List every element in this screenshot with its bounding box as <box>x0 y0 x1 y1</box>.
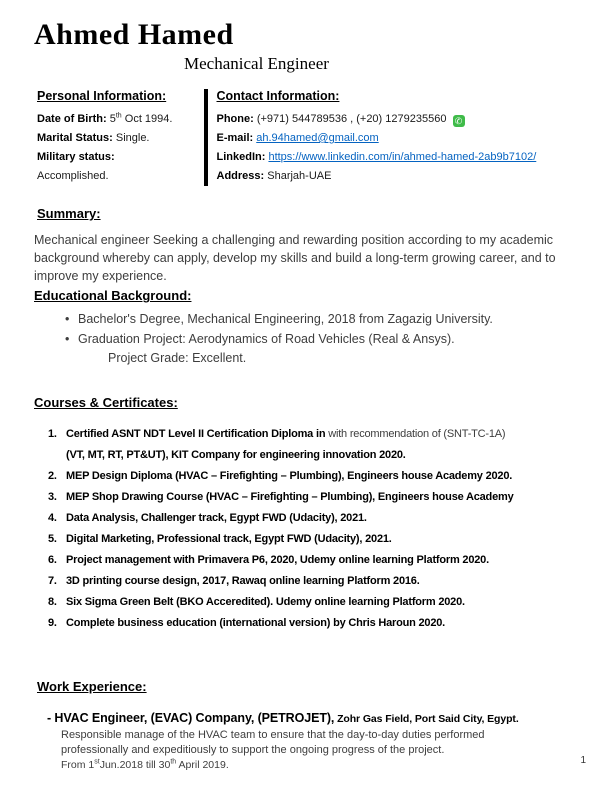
education-list <box>64 310 588 368</box>
item-text: Digital Marketing, Professional track, Egypt FWD (Udacity), 2021. <box>66 532 392 545</box>
item-text: Complete business education (international version) by Chris Haroun 2020. <box>66 616 446 629</box>
dob-value: 5th Oct 1994. <box>109 112 173 125</box>
item-text: 3D printing course design, 2017, Rawaq online learning Platform 2016. <box>66 574 420 587</box>
contact-info-heading: Contact Information: <box>216 89 340 103</box>
address-label: Address: <box>216 170 265 182</box>
job-location: Zohr Gas Field, Port Said City, Egypt. <box>334 712 519 725</box>
list-item <box>48 424 588 444</box>
list-item: • Graduation Project: Aerodynamics of Road Vehicles (Real & Ansys). <box>64 330 588 349</box>
item-number: 5. <box>48 532 57 545</box>
item-text: MEP Shop Drawing Course (HVAC – Firefighting – Plumbing), Engineers house Academy <box>66 490 514 503</box>
military-status-value: Accomplished. <box>37 170 109 182</box>
page-number: 1 <box>580 755 586 766</box>
list-item <box>48 529 588 549</box>
address-value: Sharjah-UAE <box>267 170 332 182</box>
contact-info-column <box>208 89 589 186</box>
item-number: 6. <box>48 553 57 566</box>
dob-line <box>37 110 202 129</box>
item-number: 4. <box>48 511 57 524</box>
item-text: MEP Design Diploma (HVAC – Firefighting – Plumbing), Engineers house Academy 2020. <box>66 469 513 482</box>
item-continuation: (VT, MT, RT, PT&UT), KIT Company for engineering innovation 2020. <box>66 448 406 461</box>
job-description: Responsible manage of the HVAC team to ensure that the day-to-day duties performed professionally and expeditiously to support the ongoing progress of the project. <box>61 728 485 756</box>
phone-label: Phone: <box>216 113 254 125</box>
item-text: Certified ASNT NDT Level II Certification Diploma in with recommendation of (SNT-TC-1A) <box>66 427 506 440</box>
phone-value: (+971) 544789536 , (+20) 1279235560 <box>256 113 447 125</box>
item-text: Project management with Primavera P6, 2020, Udemy online learning Platform 2020. <box>66 553 489 566</box>
list-item <box>48 592 588 612</box>
address-line <box>217 167 589 186</box>
list-item <box>48 487 588 507</box>
list-item <box>48 571 588 591</box>
military-status-label: Military status: <box>37 151 115 163</box>
personal-info-heading: Personal Information: <box>37 89 167 103</box>
email-line <box>217 129 589 148</box>
military-status-line <box>37 148 202 167</box>
item-number: 7. <box>48 574 57 587</box>
linkedin-line <box>217 148 589 167</box>
dob-label: Date of Birth: <box>37 113 107 125</box>
item-text: Six Sigma Green Belt (BKO Acceredited). Udemy online learning Platform 2020. <box>66 595 465 608</box>
courses-heading: Courses & Certificates: <box>34 394 178 410</box>
item-number: 1. <box>48 427 57 440</box>
page-title: Ahmed Hamed <box>34 18 234 51</box>
email-link[interactable]: ah.94hamed@gmail.com <box>256 132 379 144</box>
marital-status-value: Single. <box>115 132 150 144</box>
marital-status-line <box>37 129 202 148</box>
job-title: - HVAC Engineer, (EVAC) Company, (PETROJET), Zohr Gas Field, Port Said City, Egypt. <box>47 710 519 725</box>
linkedin-link[interactable]: https://www.linkedin.com/in/ahmed-hamed-2ab9b7102/ <box>268 151 537 163</box>
list-item <box>48 508 588 528</box>
courses-list <box>48 424 588 633</box>
item-text: Data Analysis, Challenger track, Egypt FWD (Udacity), 2021. <box>66 511 367 524</box>
list-item <box>48 613 588 633</box>
marital-status-label: Marital Status: <box>37 132 113 144</box>
job-dates: From 1stJun.2018 till 30th April 2019. <box>61 758 229 772</box>
work-experience-heading: Work Experience: <box>37 678 147 694</box>
item-number: 8. <box>48 595 57 608</box>
summary-heading: Summary: <box>37 206 101 221</box>
phone-line <box>217 110 589 129</box>
whatsapp-icon: ✆ <box>453 115 465 127</box>
item-number: 9. <box>48 616 57 629</box>
personal-info-column <box>34 89 202 186</box>
summary-text: Mechanical engineer Seeking a challenging and rewarding position according to my academic background whereby can apply, develop my skills and build a long-term growing career, and to improve my experience. <box>34 233 556 284</box>
header-subtitle: Mechanical Engineer <box>184 54 329 73</box>
item-number: 2. <box>48 469 57 482</box>
list-item <box>48 466 588 486</box>
email-label: E-mail: <box>216 132 254 144</box>
list-item: • Bachelor's Degree, Mechanical Engineering, 2018 from Zagazig University. <box>64 310 588 329</box>
list-item <box>48 550 588 570</box>
project-grade-line: Project Grade: Excellent. <box>108 351 247 366</box>
education-heading: Educational Background: <box>34 288 192 304</box>
info-section <box>34 89 588 186</box>
linkedin-label: LinkedIn: <box>216 151 266 163</box>
item-number: 3. <box>48 490 57 503</box>
